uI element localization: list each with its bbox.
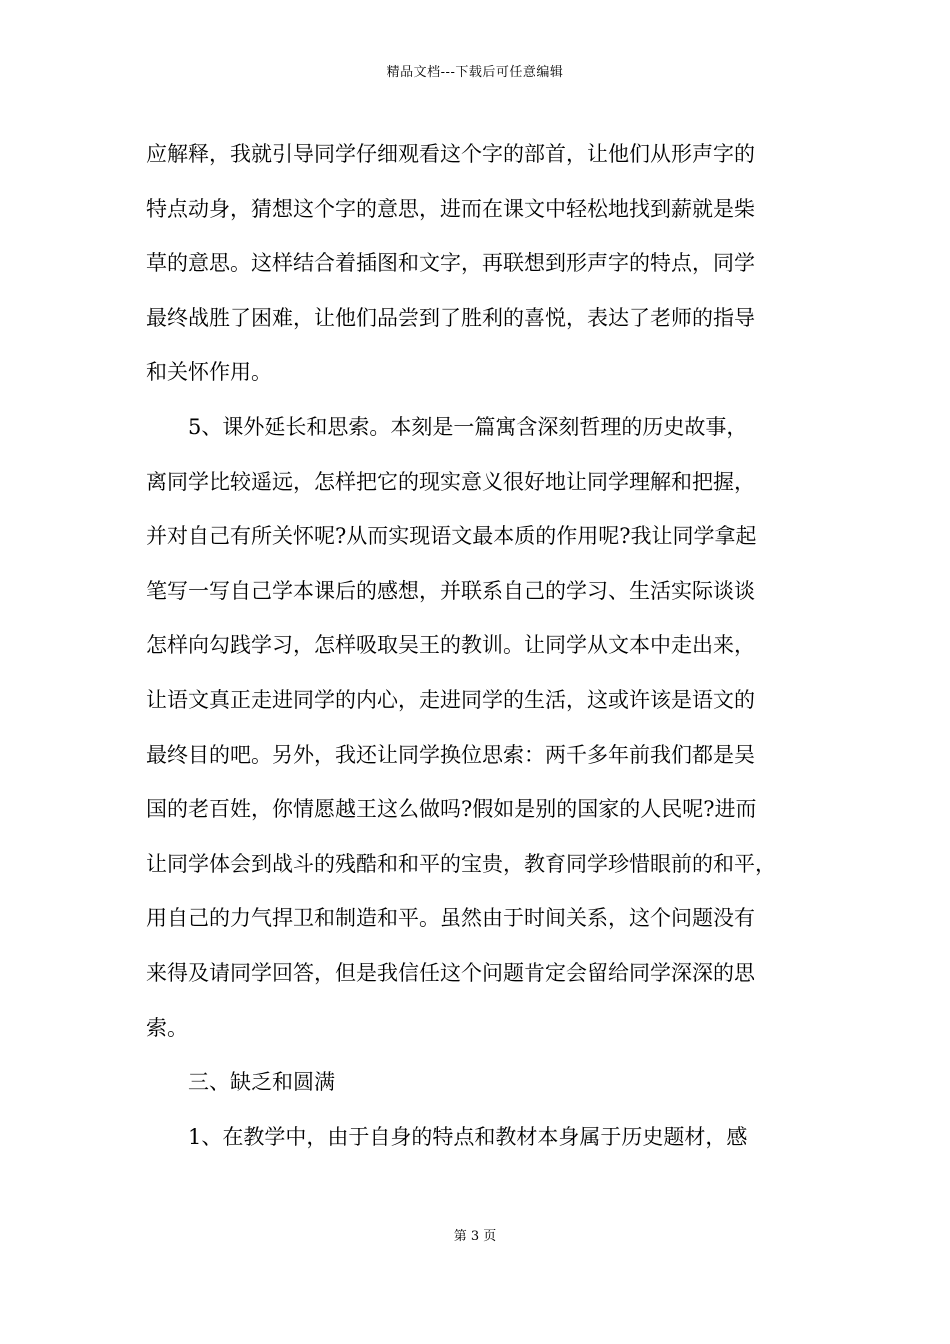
text-line: 索。 xyxy=(146,1015,188,1040)
section-heading: 三、缺乏和圆满 xyxy=(146,1070,335,1095)
text-line: 最终目的吧。另外，我还让同学换位思索：两千多年前我们都是吴 xyxy=(146,742,755,767)
text-line: 国的老百姓，你情愿越王这么做吗?假如是别的国家的人民呢?进而 xyxy=(146,797,757,822)
text-line: 怎样向勾践学习，怎样吸取吴王的教训。让同学从文本中走出来， xyxy=(146,633,755,658)
paragraph-start-line: 1、在教学中，由于自身的特点和教材本身属于历史题材，感 xyxy=(146,1124,748,1149)
text-line: 草的意思。这样结合着插图和文字，再联想到形声字的特点，同学 xyxy=(146,251,755,276)
text-line: 应解释，我就引导同学仔细观看这个字的部首，让他们从形声字的 xyxy=(146,142,755,166)
text-line: 让语文真正走进同学的内心，走进同学的生活，这或许该是语文的 xyxy=(146,687,755,712)
paragraph-start-line: 5、课外延长和思索。本刻是一篇寓含深刻哲理的历史故事， xyxy=(146,414,748,439)
page-number: 第 3 页 xyxy=(453,1229,497,1244)
text-line: 并对自己有所关怀呢?从而实现语文最本质的作用呢?我让同学拿起 xyxy=(146,524,757,549)
text-line: 来得及请同学回答，但是我信任这个问题肯定会留给同学深深的思 xyxy=(146,960,755,985)
text-line: 离同学比较遥远，怎样把它的现实意义很好地让同学理解和把握， xyxy=(146,469,755,494)
text-line: 和关怀作用。 xyxy=(146,360,272,385)
text-line: 用自己的力气捍卫和制造和平。虽然由于时间关系，这个问题没有 xyxy=(146,906,755,931)
text-line: 特点动身，猜想这个字的意思，进而在课文中轻松地找到薪就是柴 xyxy=(146,196,755,221)
text-line: 笔写一写自己学本课后的感想，并联系自己的学习、生活实际谈谈 xyxy=(146,578,755,603)
document-body xyxy=(146,127,826,1164)
text-line: 最终战胜了困难，让他们品尝到了胜利的喜悦，表达了老师的指导 xyxy=(146,305,755,330)
page-header: 精品文档---下载后可任意编辑 xyxy=(386,65,564,80)
text-line: 让同学体会到战斗的残酷和和平的宝贵，教育同学珍惜眼前的和平， xyxy=(146,851,776,876)
